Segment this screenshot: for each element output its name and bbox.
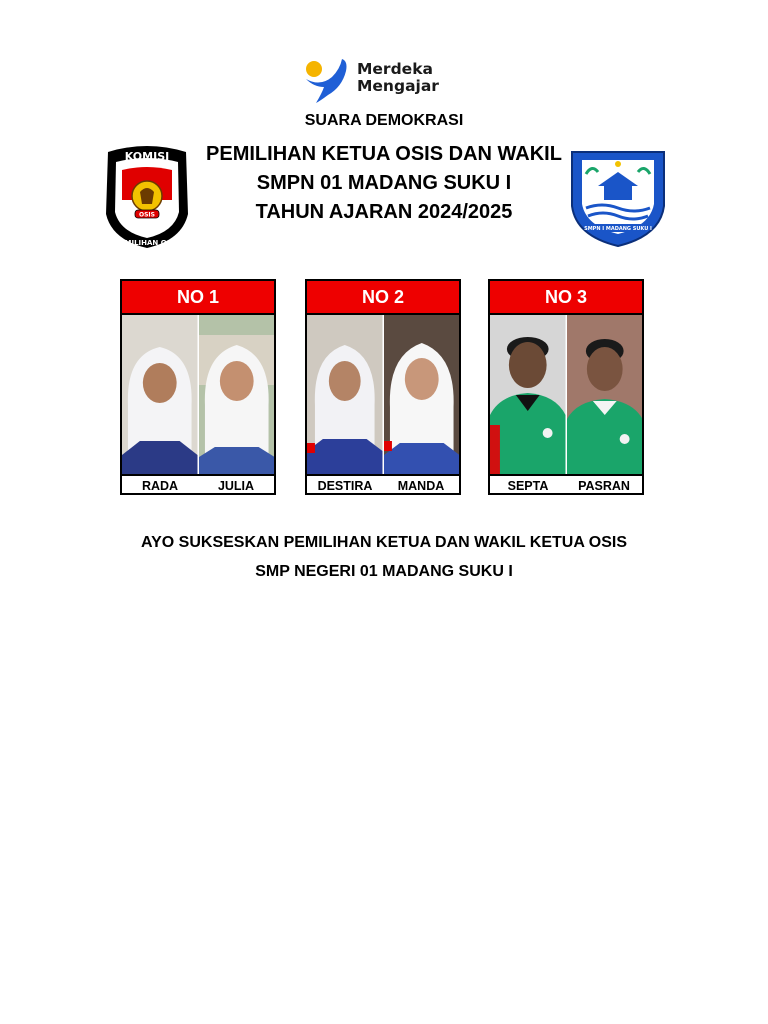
footer-line-2: SMP NEGERI 01 MADANG SUKU I: [255, 563, 513, 580]
title-line-3: TAHUN AJARAN 2024/2025: [255, 201, 513, 223]
emblem-bottom-text: PEMILIHAN OSIS: [114, 239, 180, 247]
logo-line1: Merdeka: [357, 60, 433, 78]
emblem-badge-text: OSIS: [139, 211, 155, 219]
candidate-number-2: NO 2: [307, 281, 459, 315]
candidate-photo-septa: [490, 315, 567, 474]
candidate-photo-destira: [307, 315, 384, 474]
candidate-card-2: [305, 279, 461, 495]
candidate-number-1: NO 1: [122, 281, 274, 315]
candidate-name-rada: RADA: [141, 479, 179, 493]
candidate-name-pasran: PASRAN: [578, 479, 630, 493]
candidate-photo-julia: [199, 315, 275, 474]
title-line-1: PEMILIHAN KETUA OSIS DAN WAKIL: [206, 143, 562, 165]
candidate-photo-manda: [384, 315, 460, 474]
candidate-name-manda: MANDA: [397, 479, 445, 493]
candidate-name-destira: DESTIRA: [317, 479, 373, 493]
shield-ribbon-text: SMPN I MADANG SUKU I: [584, 226, 652, 232]
candidate-card-3: [488, 279, 644, 495]
school-shield-emblem: [568, 142, 668, 248]
footer-line-1: AYO SUKSESKAN PEMILIHAN KETUA DAN WAKIL KETUA OSIS: [141, 534, 627, 551]
emblem-top-text: KOMISI: [124, 150, 170, 163]
komisi-pemilihan-osis-emblem: [102, 144, 192, 250]
candidate-name-julia: JULIA: [217, 479, 255, 493]
logo-line2: Mengajar: [357, 77, 439, 95]
page-title: [200, 140, 568, 227]
subtitle: SUARA DEMOKRASI: [304, 112, 464, 129]
candidate-card-1: [120, 279, 276, 495]
candidate-photo-rada: [122, 315, 199, 474]
title-line-2: SMPN 01 MADANG SUKU I: [256, 172, 512, 194]
candidate-number-3: NO 3: [490, 281, 642, 315]
merdeka-mengajar-mark-icon: [302, 55, 354, 105]
merdeka-mengajar-logo: [302, 55, 467, 105]
candidate-name-septa: SEPTA: [507, 479, 549, 493]
candidate-photo-pasran: [567, 315, 643, 474]
